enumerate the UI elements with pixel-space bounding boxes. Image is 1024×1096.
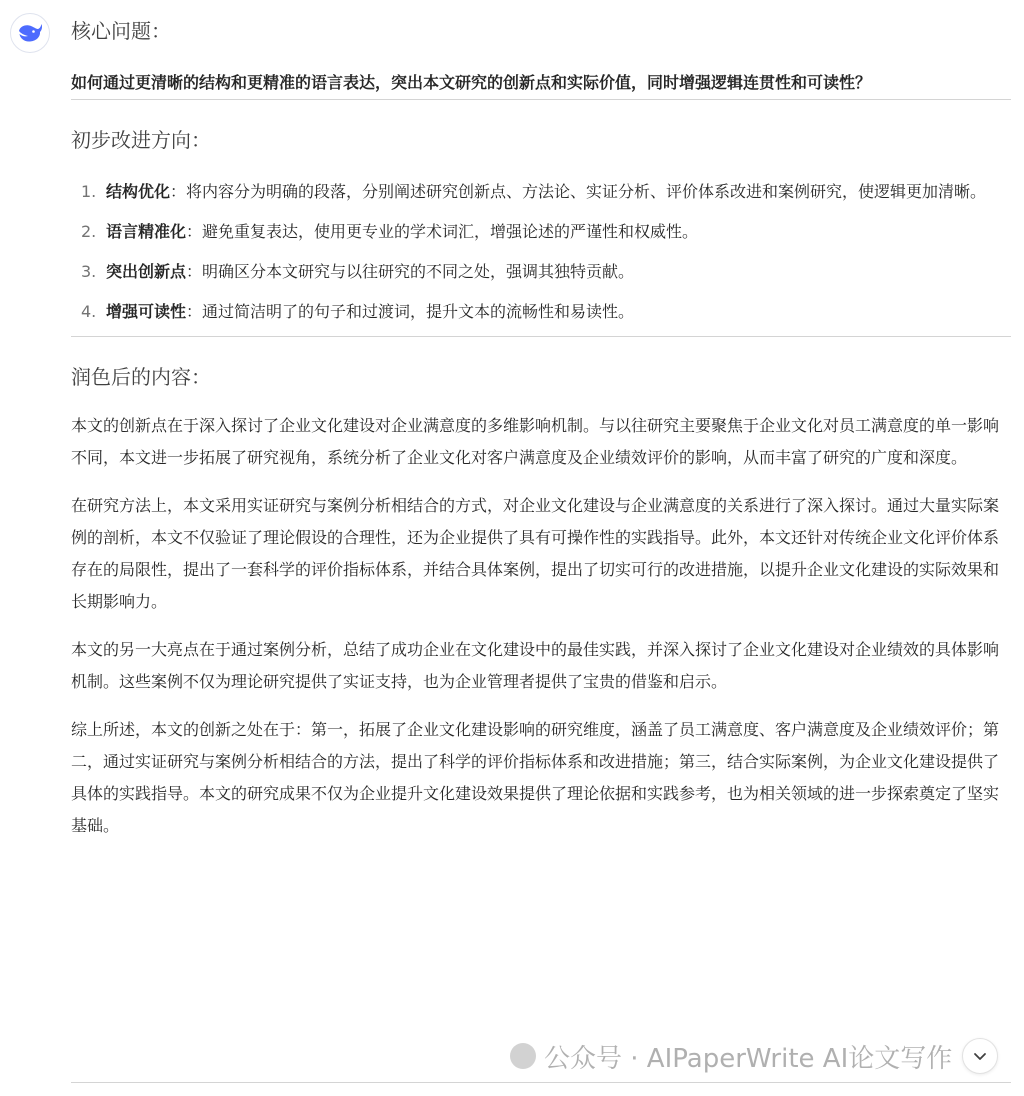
paragraph: 综上所述，本文的创新之处在于：第一，拓展了企业文化建设影响的研究维度，涵盖了员工满意度、客户满意度及企业绩效评价；第二，通过实证研究与案例分析相结合的方法，提出了科学的评价指标体系和改进措施；第三，结合实际案例，为企业文化建设提供了具体的实践指导。本文的研究成果不仅为企业提升文化建设效果提供了理论依据和实践参考，也为相关领域的进一步探索奠定了坚实基础。 — [71, 720, 1000, 835]
polished-heading: 润色后的内容： — [71, 365, 211, 389]
list-item-title: 语言精准化 — [106, 222, 187, 241]
section-divider — [71, 336, 1011, 337]
paragraph: 在研究方法上，本文采用实证研究与案例分析相结合的方式，对企业文化建设与企业满意度的关系进行了深入探讨。通过大量实际案例的剖析，本文不仅验证了理论假设的合理性，还为企业提供了具有可操作性的实践指导。此外，本文还针对传统企业文化评价体系存在的局限性，提出了一套科学的评价指标体系，并结合具体案例，提出了切实可行的改进措施，以提升企业文化建设的实际效果和长期影响力。 — [71, 496, 1000, 611]
list-number: 1. — [81, 182, 97, 201]
improvement-list — [71, 176, 1011, 328]
list-item-title: 结构优化 — [106, 182, 171, 201]
core-question-text: 如何通过更清晰的结构和更精准的语言表达，突出本文研究的创新点和实际价值，同时增强逻辑连贯性和可读性？ — [71, 73, 872, 92]
direction-heading: 初步改进方向： — [71, 128, 211, 152]
list-item-text: ：避免重复表达，使用更专业的学术词汇，增强论述的严谨性和权威性。 — [186, 222, 699, 241]
chevron-down-icon — [972, 1048, 988, 1064]
section-divider — [71, 99, 1011, 100]
list-item — [71, 176, 1011, 208]
list-number: 4. — [81, 302, 97, 321]
wechat-icon — [510, 1043, 536, 1069]
list-item-text: ：将内容分为明确的段落，分别阐述研究创新点、方法论、实证分析、评价体系改进和案例研究，使逻辑更加清晰。 — [170, 182, 987, 201]
response-body — [71, 0, 1011, 842]
paragraph: 本文的另一大亮点在于通过案例分析，总结了成功企业在文化建设中的最佳实践，并深入探讨了企业文化建设对企业绩效的具体影响机制。这些案例不仅为理论研究提供了实证支持，也为企业管理者提供了宝贵的借鉴和启示。 — [71, 640, 1000, 691]
list-item — [71, 216, 1011, 248]
section-divider — [71, 1082, 1011, 1083]
paragraph: 本文的创新点在于深入探讨了企业文化建设对企业满意度的多维影响机制。与以往研究主要聚焦于企业文化对员工满意度的单一影响不同，本文进一步拓展了研究视角，系统分析了企业文化对客户满意度及企业绩效评价的影响，从而丰富了研究的广度和深度。 — [71, 416, 1000, 467]
watermark-text: 公众号 · AIPaperWrite AI论文写作 — [544, 1043, 953, 1074]
list-item-text: ：通过简洁明了的句子和过渡词，提升文本的流畅性和易读性。 — [186, 302, 635, 321]
list-number: 3. — [81, 262, 97, 281]
list-item-title: 增强可读性 — [106, 302, 187, 321]
scroll-to-bottom-button[interactable] — [962, 1038, 998, 1074]
list-number: 2. — [81, 222, 97, 241]
assistant-avatar — [10, 13, 50, 53]
list-item — [71, 296, 1011, 328]
whale-logo-icon — [17, 22, 43, 44]
list-item — [71, 256, 1011, 288]
list-item-title: 突出创新点 — [106, 262, 187, 281]
core-question-heading: 核心问题： — [71, 19, 171, 43]
list-item-text: ：明确区分本文研究与以往研究的不同之处，强调其独特贡献。 — [186, 262, 635, 281]
watermark — [510, 1038, 952, 1074]
